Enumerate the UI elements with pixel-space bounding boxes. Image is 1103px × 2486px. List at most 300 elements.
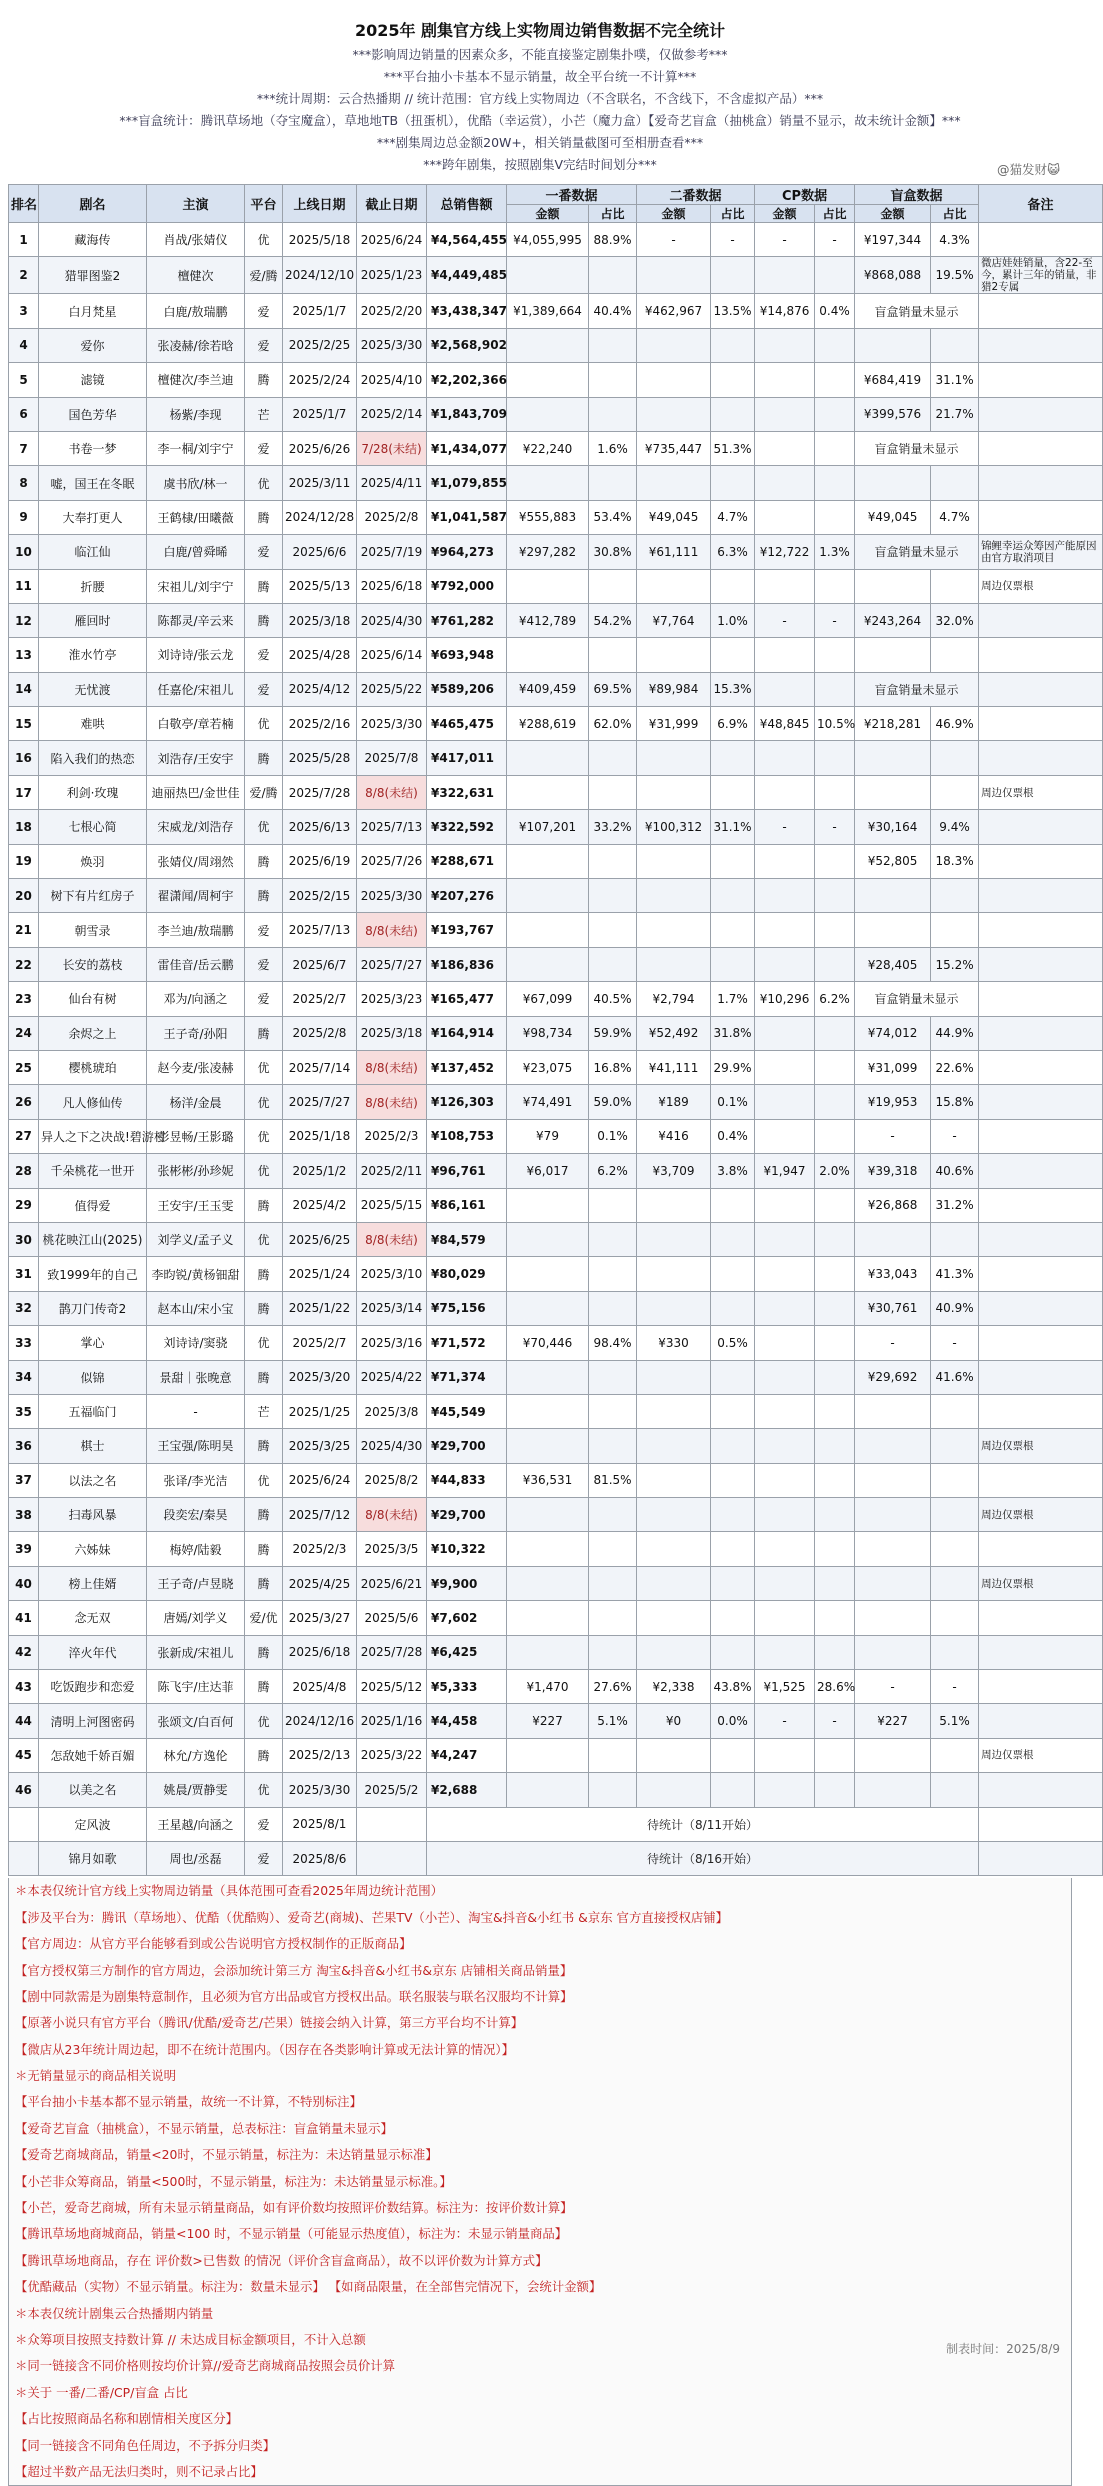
ichiban-ratio-cell: [589, 328, 637, 362]
niban-ratio-cell: [711, 1738, 755, 1772]
cp-ratio-cell: [815, 500, 855, 534]
cp-amount-cell: [755, 397, 815, 431]
table-row: [9, 223, 1103, 257]
end-date-cell: 7/28(未结): [357, 431, 427, 465]
rank-cell: 4: [9, 328, 39, 362]
footnote-line: 【小芒非众筹商品，销量<500时，不显示销量，标注为：未达销量显示标准。】: [15, 2173, 452, 2189]
niban-ratio-cell: 0.4%: [711, 1119, 755, 1153]
blind-ratio-cell: [931, 913, 979, 947]
start-date-cell: 2025/7/12: [283, 1498, 357, 1532]
start-date-cell: 2025/3/25: [283, 1429, 357, 1463]
niban-amount-cell: ¥0: [637, 1704, 711, 1738]
ichiban-amount-cell: ¥107,201: [507, 810, 589, 844]
niban-ratio-cell: [711, 638, 755, 672]
drama-name-cell: 榜上佳婿: [39, 1566, 147, 1600]
cp-amount-cell: [755, 1394, 815, 1428]
blind-amount-cell: [855, 1601, 931, 1635]
rank-cell: 19: [9, 844, 39, 878]
ichiban-amount-cell: [507, 1773, 589, 1807]
ichiban-amount-cell: ¥4,055,995: [507, 223, 589, 257]
platform-cell: 腾: [245, 363, 283, 397]
table-row: [9, 1291, 1103, 1325]
niban-amount-cell: [637, 741, 711, 775]
cp-ratio-cell: [815, 638, 855, 672]
drama-name-cell: 国色芳华: [39, 397, 147, 431]
ichiban-amount-cell: [507, 947, 589, 981]
remark-cell: [979, 672, 1103, 706]
ichiban-amount-cell: ¥36,531: [507, 1463, 589, 1497]
blind-amount-cell: ¥49,045: [855, 500, 931, 534]
blind-amount-cell: [855, 1635, 931, 1669]
ichiban-amount-cell: [507, 741, 589, 775]
footnote-line: ＊众筹项目按照支持数计算 // 未达成目标金额项目，不计入总额: [15, 2332, 366, 2347]
total-sales-cell: ¥4,247: [427, 1738, 507, 1772]
cp-ratio-cell: [815, 672, 855, 706]
cp-ratio-cell: [815, 1188, 855, 1222]
header-ichiban: 一番数据: [507, 185, 637, 205]
remark-cell: [979, 1463, 1103, 1497]
niban-amount-cell: [637, 1773, 711, 1807]
start-date-cell: 2024/12/28: [283, 500, 357, 534]
niban-ratio-cell: [711, 257, 755, 294]
ichiban-ratio-cell: [589, 913, 637, 947]
drama-name-cell: 掌心: [39, 1326, 147, 1360]
ichiban-ratio-cell: 69.5%: [589, 672, 637, 706]
drama-name-cell: 念无双: [39, 1601, 147, 1635]
niban-ratio-cell: [711, 844, 755, 878]
lead-actors-cell: 王子奇/孙阳: [147, 1016, 245, 1050]
blind-amount-cell: ¥684,419: [855, 363, 931, 397]
remark-cell: [979, 1807, 1103, 1841]
end-date-cell: 2025/6/14: [357, 638, 427, 672]
cp-ratio-cell: [815, 775, 855, 809]
start-date-cell: 2025/5/13: [283, 569, 357, 603]
niban-ratio-cell: [711, 1429, 755, 1463]
remark-cell: [979, 810, 1103, 844]
table-row: [9, 1222, 1103, 1256]
rank-cell: 20: [9, 879, 39, 913]
blind-amount-cell: [855, 638, 931, 672]
end-date-cell: 2025/5/22: [357, 672, 427, 706]
ichiban-amount-cell: ¥409,459: [507, 672, 589, 706]
remark-cell: [979, 1154, 1103, 1188]
end-date-cell: 8/8(未结): [357, 913, 427, 947]
blind-amount-cell: [855, 466, 931, 500]
blind-amount-cell: -: [855, 1119, 931, 1153]
remark-cell: [979, 1257, 1103, 1291]
blind-ratio-cell: 21.7%: [931, 397, 979, 431]
cp-ratio-cell: -: [815, 1704, 855, 1738]
ichiban-ratio-cell: [589, 879, 637, 913]
table-row: [9, 947, 1103, 981]
ichiban-ratio-cell: [589, 775, 637, 809]
blind-box-note-cell: 盲盒销量未显示: [855, 672, 979, 706]
cp-amount-cell: [755, 500, 815, 534]
header-note: ***统计周期：云合热播期 // 统计范围：官方线上实物周边（不含联名，不含线下，不含虚拟产品）***: [256, 91, 824, 106]
header-blind-amount: 金额: [855, 205, 931, 223]
header-cp: CP数据: [755, 185, 855, 205]
cp-amount-cell: [755, 1291, 815, 1325]
header-start: 上线日期: [283, 185, 357, 223]
total-sales-cell: ¥417,011: [427, 741, 507, 775]
footnote-line: 【优酷藏品（实物）不显示销量。标注为：数量未显示】 【如商品限量，在全部售完情况下，会统计金额】: [15, 2279, 602, 2295]
remark-cell: [979, 638, 1103, 672]
start-date-cell: 2025/1/24: [283, 1257, 357, 1291]
lead-actors-cell: 肖战/张婧仪: [147, 223, 245, 257]
rank-cell: 25: [9, 1050, 39, 1084]
start-date-cell: 2025/3/20: [283, 1360, 357, 1394]
blind-amount-cell: [855, 1566, 931, 1600]
ichiban-ratio-cell: 6.2%: [589, 1154, 637, 1188]
niban-amount-cell: [637, 1291, 711, 1325]
remark-cell: [979, 982, 1103, 1016]
cp-ratio-cell: [815, 1257, 855, 1291]
end-date-cell: 2025/4/10: [357, 363, 427, 397]
remark-cell: 周边仅票根: [979, 1429, 1103, 1463]
remark-cell: [979, 397, 1103, 431]
cp-amount-cell: [755, 775, 815, 809]
niban-ratio-cell: 0.1%: [711, 1085, 755, 1119]
niban-ratio-cell: [711, 466, 755, 500]
header-cp-ratio: 占比: [815, 205, 855, 223]
ichiban-amount-cell: ¥1,389,664: [507, 294, 589, 328]
cp-amount-cell: [755, 1119, 815, 1153]
table-row: [9, 1429, 1103, 1463]
ichiban-ratio-cell: [589, 1601, 637, 1635]
footnote-line: 【腾讯草场地商城商品，销量<100 时，不显示销量（可能显示热度值），标注为：未显示销量商品】: [15, 2226, 568, 2242]
total-sales-cell: ¥1,079,855: [427, 466, 507, 500]
drama-name-cell: 藏海传: [39, 223, 147, 257]
table-row: [9, 1394, 1103, 1428]
niban-ratio-cell: 29.9%: [711, 1050, 755, 1084]
platform-cell: 爱/腾: [245, 257, 283, 294]
rank-cell: 45: [9, 1738, 39, 1772]
blind-ratio-cell: [931, 328, 979, 362]
drama-name-cell: 陷入我们的热恋: [39, 741, 147, 775]
drama-name-cell: 余烬之上: [39, 1016, 147, 1050]
cp-amount-cell: [755, 1360, 815, 1394]
cp-ratio-cell: [815, 431, 855, 465]
start-date-cell: 2025/6/18: [283, 1635, 357, 1669]
end-date-cell: 8/8(未结): [357, 1222, 427, 1256]
start-date-cell: 2025/6/6: [283, 535, 357, 569]
platform-cell: 优: [245, 1222, 283, 1256]
end-date-cell: 2025/6/24: [357, 223, 427, 257]
remark-cell: [979, 844, 1103, 878]
cp-ratio-cell: [815, 1050, 855, 1084]
cp-amount-cell: [755, 741, 815, 775]
table-row: [9, 1773, 1103, 1807]
niban-amount-cell: ¥7,764: [637, 603, 711, 637]
total-sales-cell: ¥71,374: [427, 1360, 507, 1394]
niban-ratio-cell: 15.3%: [711, 672, 755, 706]
cp-amount-cell: [755, 1222, 815, 1256]
start-date-cell: 2025/2/24: [283, 363, 357, 397]
end-date-cell: [357, 1841, 427, 1875]
platform-cell: 腾: [245, 1498, 283, 1532]
ichiban-amount-cell: ¥288,619: [507, 707, 589, 741]
total-sales-cell: ¥4,458: [427, 1704, 507, 1738]
end-date-cell: [357, 1807, 427, 1841]
platform-cell: 爱: [245, 535, 283, 569]
niban-amount-cell: ¥735,447: [637, 431, 711, 465]
niban-amount-cell: [637, 1257, 711, 1291]
drama-name-cell: 淬火年代: [39, 1635, 147, 1669]
end-date-cell: 2025/2/20: [357, 294, 427, 328]
cp-amount-cell: [755, 1188, 815, 1222]
niban-ratio-cell: [711, 397, 755, 431]
drama-name-cell: 樱桃琥珀: [39, 1050, 147, 1084]
table-row: [9, 363, 1103, 397]
niban-amount-cell: ¥330: [637, 1326, 711, 1360]
cp-ratio-cell: -: [815, 603, 855, 637]
cp-amount-cell: [755, 1050, 815, 1084]
lead-actors-cell: 刘诗诗/张云龙: [147, 638, 245, 672]
drama-name-cell: 仙台有树: [39, 982, 147, 1016]
ichiban-ratio-cell: 59.9%: [589, 1016, 637, 1050]
table-row: [9, 1188, 1103, 1222]
rank-cell: 9: [9, 500, 39, 534]
lead-actors-cell: 王星越/向涵之: [147, 1807, 245, 1841]
table-row: [9, 1154, 1103, 1188]
table-body: [9, 223, 1103, 1876]
remark-cell: [979, 363, 1103, 397]
blind-amount-cell: ¥19,953: [855, 1085, 931, 1119]
total-sales-cell: ¥96,761: [427, 1154, 507, 1188]
cp-ratio-cell: 6.2%: [815, 982, 855, 1016]
blind-ratio-cell: [931, 1498, 979, 1532]
drama-name-cell: 滤镜: [39, 363, 147, 397]
blind-amount-cell: [855, 913, 931, 947]
blind-ratio-cell: [931, 466, 979, 500]
remark-cell: [979, 1670, 1103, 1704]
lead-actors-cell: 梅婷/陆毅: [147, 1532, 245, 1566]
blind-amount-cell: [855, 775, 931, 809]
ichiban-amount-cell: [507, 1635, 589, 1669]
drama-name-cell: 白月梵星: [39, 294, 147, 328]
total-sales-cell: ¥589,206: [427, 672, 507, 706]
end-date-cell: 2025/5/12: [357, 1670, 427, 1704]
niban-amount-cell: [637, 879, 711, 913]
start-date-cell: 2025/2/15: [283, 879, 357, 913]
drama-name-cell: 难哄: [39, 707, 147, 741]
start-date-cell: 2025/4/28: [283, 638, 357, 672]
remark-cell: [979, 1326, 1103, 1360]
ichiban-ratio-cell: [589, 569, 637, 603]
blind-ratio-cell: [931, 1429, 979, 1463]
end-date-cell: 2025/3/18: [357, 1016, 427, 1050]
ichiban-ratio-cell: 62.0%: [589, 707, 637, 741]
end-date-cell: 2025/7/28: [357, 1635, 427, 1669]
blind-ratio-cell: [931, 1601, 979, 1635]
ichiban-ratio-cell: 16.8%: [589, 1050, 637, 1084]
niban-amount-cell: -: [637, 223, 711, 257]
niban-amount-cell: [637, 1222, 711, 1256]
ichiban-amount-cell: ¥23,075: [507, 1050, 589, 1084]
ichiban-ratio-cell: [589, 844, 637, 878]
platform-cell: 腾: [245, 844, 283, 878]
cp-amount-cell: [755, 363, 815, 397]
end-date-cell: 2025/8/2: [357, 1463, 427, 1497]
rank-cell: [9, 1841, 39, 1875]
niban-ratio-cell: 0.0%: [711, 1704, 755, 1738]
blind-amount-cell: ¥29,692: [855, 1360, 931, 1394]
ichiban-amount-cell: [507, 1532, 589, 1566]
table-row: [9, 1704, 1103, 1738]
lead-actors-cell: 李兰迪/敖瑞鹏: [147, 913, 245, 947]
ichiban-ratio-cell: [589, 363, 637, 397]
ichiban-ratio-cell: [589, 1498, 637, 1532]
cp-amount-cell: [755, 1635, 815, 1669]
end-date-cell: 2025/7/19: [357, 535, 427, 569]
blind-ratio-cell: [931, 775, 979, 809]
niban-ratio-cell: [711, 1360, 755, 1394]
total-sales-cell: ¥5,333: [427, 1670, 507, 1704]
lead-actors-cell: 雷佳音/岳云鹏: [147, 947, 245, 981]
header-niban: 二番数据: [637, 185, 755, 205]
niban-amount-cell: [637, 1601, 711, 1635]
blind-ratio-cell: 19.5%: [931, 257, 979, 294]
niban-ratio-cell: 0.5%: [711, 1326, 755, 1360]
remark-cell: [979, 223, 1103, 257]
ichiban-amount-cell: ¥79: [507, 1119, 589, 1153]
lead-actors-cell: 段奕宏/秦昊: [147, 1498, 245, 1532]
blind-amount-cell: ¥26,868: [855, 1188, 931, 1222]
remark-cell: [979, 294, 1103, 328]
niban-amount-cell: [637, 1738, 711, 1772]
remark-cell: [979, 500, 1103, 534]
ichiban-amount-cell: ¥227: [507, 1704, 589, 1738]
remark-cell: [979, 741, 1103, 775]
table-row: [9, 638, 1103, 672]
niban-amount-cell: [637, 1360, 711, 1394]
platform-cell: 腾: [245, 1429, 283, 1463]
total-sales-cell: ¥4,449,485: [427, 257, 507, 294]
cp-amount-cell: [755, 879, 815, 913]
ichiban-ratio-cell: [589, 1773, 637, 1807]
end-date-cell: 2025/5/6: [357, 1601, 427, 1635]
blind-ratio-cell: 40.9%: [931, 1291, 979, 1325]
blind-amount-cell: ¥30,761: [855, 1291, 931, 1325]
lead-actors-cell: 刘浩存/王安宇: [147, 741, 245, 775]
table-row: [9, 431, 1103, 465]
rank-cell: 32: [9, 1291, 39, 1325]
lead-actors-cell: 檀健次: [147, 257, 245, 294]
niban-ratio-cell: [711, 1498, 755, 1532]
cp-ratio-cell: [815, 1498, 855, 1532]
end-date-cell: 2025/3/10: [357, 1257, 427, 1291]
rank-cell: 17: [9, 775, 39, 809]
remark-cell: [979, 1291, 1103, 1325]
start-date-cell: 2025/8/1: [283, 1807, 357, 1841]
lead-actors-cell: 任嘉伦/宋祖儿: [147, 672, 245, 706]
rank-cell: 34: [9, 1360, 39, 1394]
table-row: [9, 1119, 1103, 1153]
lead-actors-cell: 张婧仪/周翊然: [147, 844, 245, 878]
total-sales-cell: ¥126,303: [427, 1085, 507, 1119]
table-row: [9, 1085, 1103, 1119]
rank-cell: 23: [9, 982, 39, 1016]
remark-cell: [979, 1635, 1103, 1669]
ichiban-amount-cell: [507, 879, 589, 913]
platform-cell: 腾: [245, 603, 283, 637]
ichiban-amount-cell: [507, 466, 589, 500]
remark-cell: [979, 466, 1103, 500]
ichiban-ratio-cell: 88.9%: [589, 223, 637, 257]
rank-cell: 24: [9, 1016, 39, 1050]
footnote-line: ＊无销量显示的商品相关说明: [15, 2068, 177, 2084]
cp-amount-cell: ¥1,525: [755, 1670, 815, 1704]
ichiban-ratio-cell: [589, 1394, 637, 1428]
start-date-cell: 2025/2/25: [283, 328, 357, 362]
niban-amount-cell: [637, 257, 711, 294]
blind-amount-cell: [855, 1222, 931, 1256]
total-sales-cell: ¥465,475: [427, 707, 507, 741]
footnote-line: ＊关于 一番/二番/CP/盲盒 占比: [15, 2384, 188, 2400]
rank-cell: 38: [9, 1498, 39, 1532]
platform-cell: 腾: [245, 1188, 283, 1222]
blind-ratio-cell: [931, 1222, 979, 1256]
pending-cell: 待统计（8/16开始）: [427, 1841, 979, 1875]
platform-cell: 腾: [245, 569, 283, 603]
platform-cell: 腾: [245, 741, 283, 775]
total-sales-cell: ¥7,602: [427, 1601, 507, 1635]
footnote-line: 【官方授权第三方制作的官方周边，会添加统计第三方 淘宝&抖音&小红书&京东 店铺相关商品销量】: [15, 1962, 573, 1978]
footnote-line: 【腾讯草场地商品，存在 评价数>已售数 的情况（评价含盲盒商品），故不以评价数为计算方式】: [15, 2252, 548, 2268]
end-date-cell: 2025/2/3: [357, 1119, 427, 1153]
rank-cell: 16: [9, 741, 39, 775]
niban-amount-cell: [637, 775, 711, 809]
total-sales-cell: ¥71,572: [427, 1326, 507, 1360]
blind-amount-cell: -: [855, 1326, 931, 1360]
end-date-cell: 8/8(未结): [357, 1085, 427, 1119]
platform-cell: 腾: [245, 1257, 283, 1291]
ichiban-amount-cell: [507, 1394, 589, 1428]
blind-ratio-cell: 31.2%: [931, 1188, 979, 1222]
end-date-cell: 2025/7/8: [357, 741, 427, 775]
lead-actors-cell: 林允/方逸伦: [147, 1738, 245, 1772]
end-date-cell: 8/8(未结): [357, 1050, 427, 1084]
platform-cell: 爱: [245, 294, 283, 328]
platform-cell: 腾: [245, 1360, 283, 1394]
blind-ratio-cell: [931, 1773, 979, 1807]
niban-amount-cell: [637, 947, 711, 981]
rank-cell: 28: [9, 1154, 39, 1188]
start-date-cell: 2025/7/28: [283, 775, 357, 809]
rank-cell: 22: [9, 947, 39, 981]
niban-amount-cell: ¥52,492: [637, 1016, 711, 1050]
rank-cell: 2: [9, 257, 39, 294]
remark-cell: [979, 947, 1103, 981]
niban-ratio-cell: [711, 569, 755, 603]
total-sales-cell: ¥2,568,902: [427, 328, 507, 362]
cp-ratio-cell: 2.0%: [815, 1154, 855, 1188]
start-date-cell: 2025/7/13: [283, 913, 357, 947]
drama-name-cell: 棋士: [39, 1429, 147, 1463]
blind-amount-cell: ¥243,264: [855, 603, 931, 637]
drama-name-cell: 临江仙: [39, 535, 147, 569]
rank-cell: 13: [9, 638, 39, 672]
ichiban-ratio-cell: [589, 638, 637, 672]
ichiban-amount-cell: ¥98,734: [507, 1016, 589, 1050]
cp-amount-cell: -: [755, 810, 815, 844]
niban-amount-cell: ¥3,709: [637, 1154, 711, 1188]
total-sales-cell: ¥108,753: [427, 1119, 507, 1153]
lead-actors-cell: 张颂文/白百何: [147, 1704, 245, 1738]
total-sales-cell: ¥3,438,347: [427, 294, 507, 328]
ichiban-ratio-cell: [589, 1738, 637, 1772]
cp-amount-cell: ¥48,845: [755, 707, 815, 741]
